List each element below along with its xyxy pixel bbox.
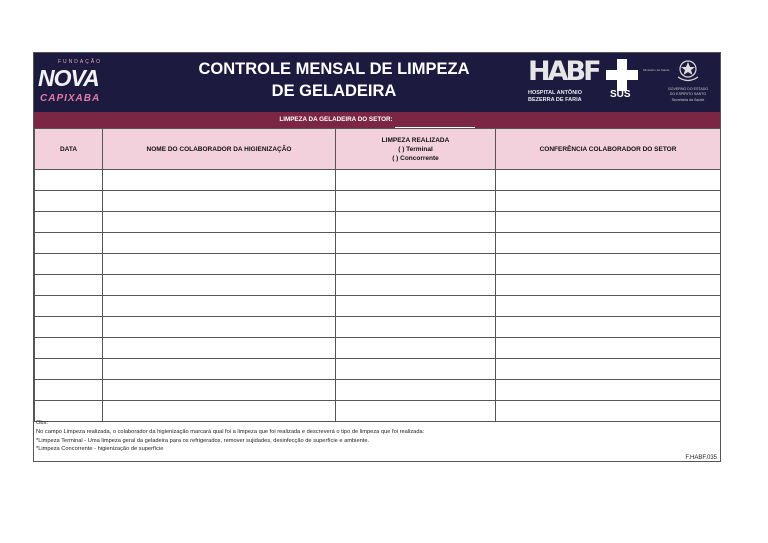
limpeza-cell[interactable] (336, 170, 496, 191)
data-cell[interactable] (35, 191, 103, 212)
conferencia-cell[interactable] (496, 380, 721, 401)
nome-cell[interactable] (103, 380, 336, 401)
state-crest-icon (674, 57, 702, 85)
table-row (35, 359, 721, 380)
partner-logos (526, 56, 716, 110)
observations (36, 419, 424, 454)
limpeza-cell[interactable] (336, 359, 496, 380)
habf-logo: HABF (528, 56, 599, 87)
limpeza-cell[interactable] (336, 254, 496, 275)
table-body (35, 170, 721, 422)
conferencia-cell[interactable] (496, 359, 721, 380)
col-header-nome: NOME DO COLABORADOR DA HIGIENIZAÇÃO (103, 129, 336, 170)
limpeza-cell[interactable] (336, 212, 496, 233)
nome-cell[interactable] (103, 359, 336, 380)
obs-line-2: *Limpeza Terminal - Uma limpeza geral da geladeira para os refrigerados, remover sujidades, desinfecção de superfície e ambiente. (36, 437, 370, 444)
conferencia-cell[interactable] (496, 254, 721, 275)
table-row (35, 338, 721, 359)
form-sheet (33, 52, 721, 462)
table-row (35, 170, 721, 191)
conferencia-cell[interactable] (496, 212, 721, 233)
logo-sub-text: CAPIXABA (40, 93, 101, 104)
sus-side-text: Ministério da Saúde (643, 68, 670, 72)
nome-cell[interactable] (103, 233, 336, 254)
col-header-limpeza (336, 129, 496, 170)
nome-cell[interactable] (103, 275, 336, 296)
limpeza-cell[interactable] (336, 317, 496, 338)
limpeza-cell[interactable] (336, 275, 496, 296)
data-cell[interactable] (35, 233, 103, 254)
limpeza-cell[interactable] (336, 338, 496, 359)
conferencia-cell[interactable] (496, 170, 721, 191)
limpeza-cell[interactable] (336, 191, 496, 212)
col-header-conferencia: CONFERÊNCIA COLABORADOR DO SETOR (496, 129, 721, 170)
table-row (35, 191, 721, 212)
logo-main-text: NOVA (38, 65, 99, 91)
gov-line-3: Secretaria da Saúde (671, 98, 705, 102)
sector-label: LIMPEZA DA GELADEIRA DO SETOR: (279, 116, 393, 123)
data-cell[interactable] (35, 359, 103, 380)
limpeza-cell[interactable] (336, 233, 496, 254)
table-header-row (35, 129, 721, 170)
table-row (35, 254, 721, 275)
data-cell[interactable] (35, 212, 103, 233)
table-row (35, 233, 721, 254)
conferencia-cell[interactable] (496, 191, 721, 212)
table-row (35, 212, 721, 233)
conferencia-cell[interactable] (496, 233, 721, 254)
form-code: F.HABF.035 (685, 455, 717, 461)
limpeza-cell[interactable] (336, 296, 496, 317)
sector-blank-field[interactable] (395, 118, 475, 128)
table-row (35, 275, 721, 296)
table-row (35, 380, 721, 401)
page-title (194, 58, 474, 102)
limpeza-option-concorrente: ( ) Concorrente (392, 154, 439, 162)
limpeza-title: LIMPEZA REALIZADA (381, 136, 450, 144)
data-cell[interactable] (35, 338, 103, 359)
title-line-2: DE GELADEIRA (271, 82, 397, 100)
sus-cross-icon (606, 59, 638, 91)
gov-line-1: GOVERNO DO ESTADO (667, 87, 709, 91)
nome-cell[interactable] (103, 191, 336, 212)
form-header (34, 53, 720, 112)
limpeza-option-terminal: ( ) Terminal (398, 145, 433, 153)
data-cell[interactable] (35, 254, 103, 275)
data-cell[interactable] (35, 380, 103, 401)
limpeza-cell[interactable] (336, 380, 496, 401)
gov-line-2: DO ESPÍRITO SANTO (669, 92, 707, 96)
nome-cell[interactable] (103, 296, 336, 317)
col-header-data: DATA (35, 129, 103, 170)
nome-cell[interactable] (103, 212, 336, 233)
data-cell[interactable] (35, 275, 103, 296)
obs-line-3: *Limpeza Concorrente - higienização de superfície (36, 446, 164, 453)
habf-line-1: HOSPITAL ANTÔNIO (528, 90, 582, 96)
conferencia-cell[interactable] (496, 338, 721, 359)
title-line-1: CONTROLE MENSAL DE LIMPEZA (198, 60, 470, 78)
data-cell[interactable] (35, 317, 103, 338)
nova-capixaba-logo (38, 57, 102, 107)
sus-label: SUS (610, 89, 631, 100)
table-row (35, 296, 721, 317)
sector-bar (34, 112, 720, 128)
nome-cell[interactable] (103, 170, 336, 191)
conferencia-cell[interactable] (496, 296, 721, 317)
nome-cell[interactable] (103, 317, 336, 338)
nome-cell[interactable] (103, 338, 336, 359)
habf-line-2: BEZERRA DE FARIA (528, 97, 582, 103)
obs-label: Obs: (36, 420, 49, 426)
logo-top-text: FUNDAÇÃO (58, 59, 103, 65)
obs-line-1: No campo Limpeza realizada, o colaborador da higienização marcará qual foi a limpeza que foi realizada e descreverá o tipo de limpeza que foi realizada: (36, 428, 425, 435)
cleaning-log-table (34, 128, 721, 422)
form-footer (34, 419, 720, 461)
nome-cell[interactable] (103, 254, 336, 275)
data-cell[interactable] (35, 170, 103, 191)
conferencia-cell[interactable] (496, 275, 721, 296)
data-cell[interactable] (35, 296, 103, 317)
conferencia-cell[interactable] (496, 317, 721, 338)
table-row (35, 317, 721, 338)
